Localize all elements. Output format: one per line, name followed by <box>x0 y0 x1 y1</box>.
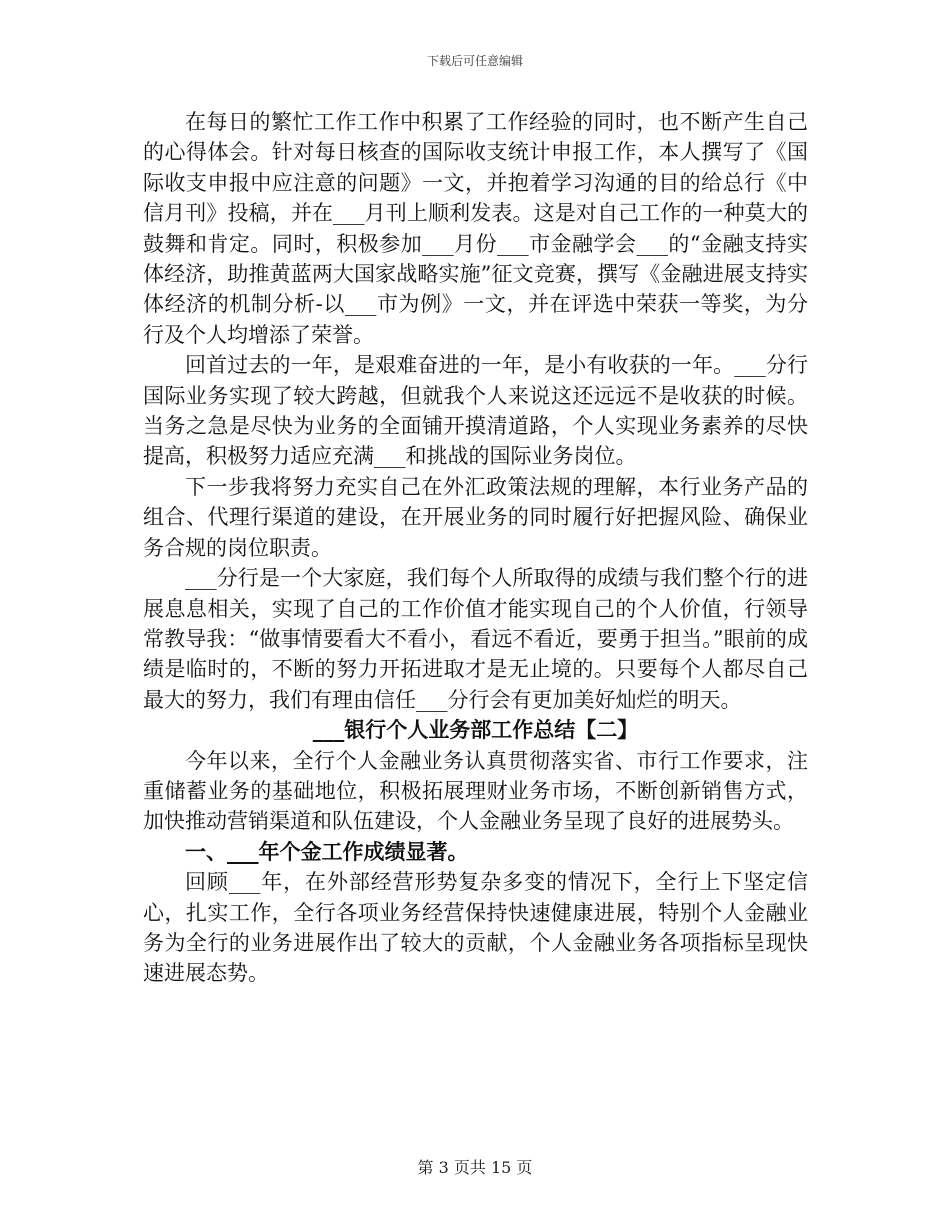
section-title: ___银行个人业务部工作总结【二】 <box>312 718 639 743</box>
paragraph: 回顾___年，在外部经营形势复杂多变的情况下，全行上下坚定信心，扎实工作，全行各项业务经营保持快速健康进展，特别个人金融业务为全行的业务进展作出了较大的贡献，个人金融业务各项指标呈现快速进展态势。 <box>143 870 808 986</box>
subsection-heading: 一、___年个金工作成绩显著。 <box>185 839 469 864</box>
page-number: 第 3 页共 15 页 <box>417 1158 533 1177</box>
document-body <box>143 107 808 989</box>
paragraph: 今年以来，全行个人金融业务认真贯彻落实省、市行工作要求，注重储蓄业务的基础地位，积极拓展理财业务市场，不断创新销售方式，加快推动营销渠道和队伍建设，个人金融业务呈现了良好的进展势头。 <box>143 748 808 834</box>
paragraph: 下一步我将努力充实自己在外汇政策法规的理解，本行业务产品的组合、代理行渠道的建设，在开展业务的同时履行好把握风险、确保业务合规的岗位职责。 <box>143 474 808 560</box>
paragraph: 在每日的繁忙工作工作中积累了工作经验的同时，也不断产生自己的心得体会。针对每日核查的国际收支统计申报工作，本人撰写了《国际收支申报中应注意的问题》一文，并抱着学习沟通的目的给总行《中信月刊》投稿，并在___月刊上顺利发表。这是对自己工作的一种莫大的鼓舞和肯定。同时，积极参加___月份___市金融学会___的“金融支持实体经济，助推黄蓝两大国家战略实施”征文竞赛，撰写《金融进展支持实体经济的机制分析-以___市为例》一文，并在评选中荣获一等奖，为分行及个人均增添了荣誉。 <box>143 110 808 347</box>
page-header: 下载后可任意编辑 <box>426 54 523 68</box>
paragraph: 回首过去的一年，是艰难奋进的一年，是小有收获的一年。___分行国际业务实现了较大跨越，但就我个人来说这还远远不是收获的时候。当务之急是尽快为业务的全面铺开摸清道路，个人实现业务素养的尽快提高，积极努力适应充满___和挑战的国际业务岗位。 <box>143 353 808 469</box>
paragraph: ___分行是一个大家庭，我们每个人所取得的成绩与我们整个行的进展息息相关，实现了自己的工作价值才能实现自己的个人价值，行领导常教导我：“做事情要看大不看小，看远不看近，要勇于担当。”眼前的成绩是临时的，不断的努力开拓进取才是无止境的。只要每个人都尽自己最大的努力，我们有理由信任___分行会有更加美好灿烂的明天。 <box>143 566 808 712</box>
